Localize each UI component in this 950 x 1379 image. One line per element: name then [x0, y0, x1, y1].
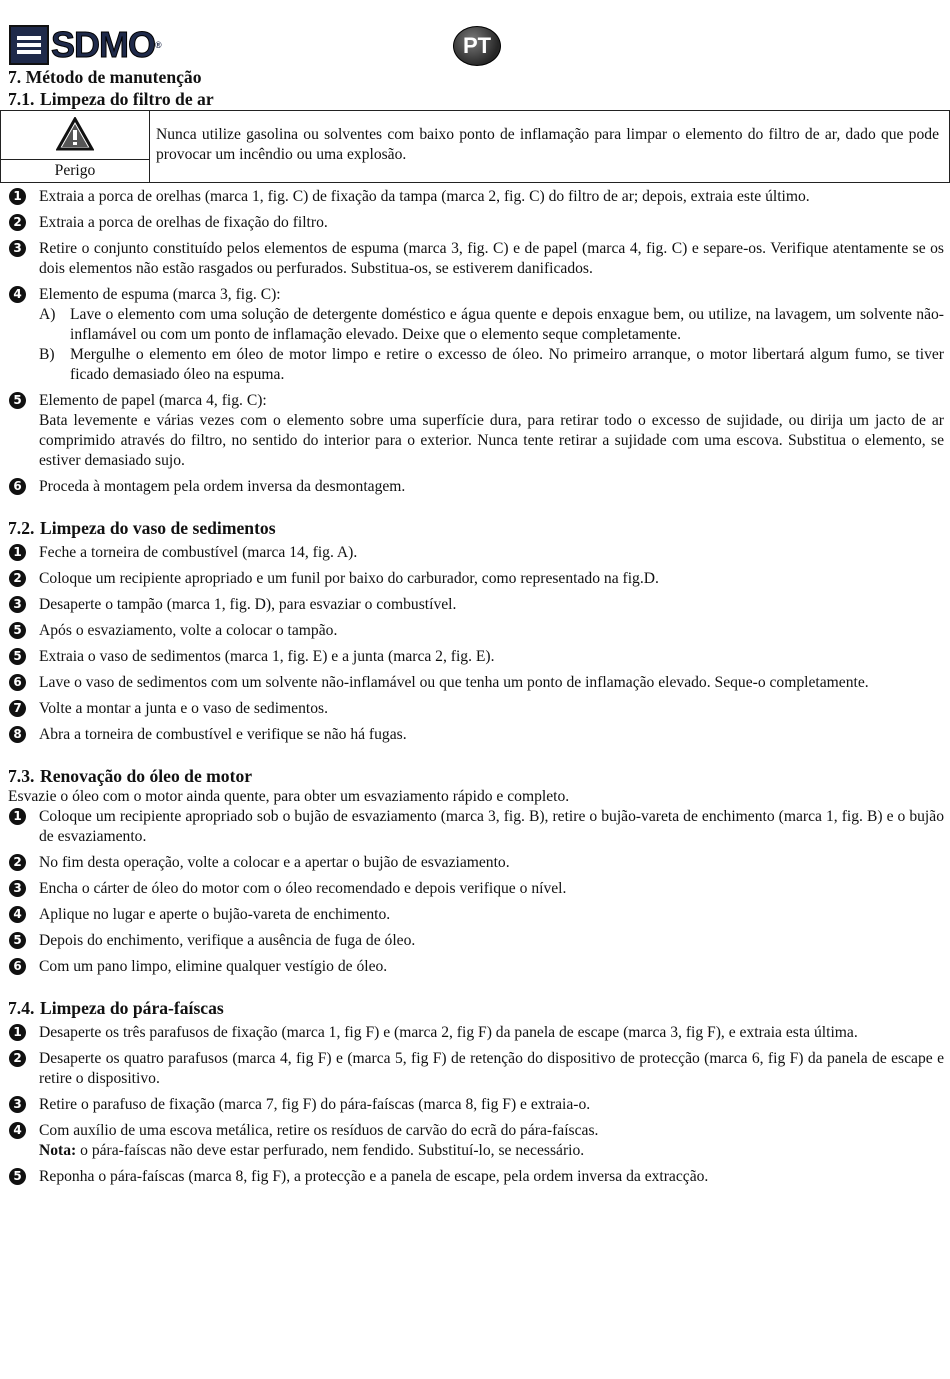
sub-item [8, 345, 944, 385]
section-title: Limpeza do filtro de ar [40, 89, 214, 109]
list-item [8, 673, 944, 693]
section-number: 7.1. [8, 89, 35, 109]
sdmo-logo [9, 24, 161, 66]
step-number-icon: 8 [9, 726, 26, 743]
danger-warning-box [0, 110, 950, 183]
section-number: 7.2. [8, 518, 35, 538]
list-item [8, 1167, 944, 1187]
step-text: Volte a montar a junta e o vaso de sedimentos. [39, 700, 328, 717]
step-number-icon: 1 [9, 808, 26, 825]
section-intro: Esvazie o óleo com o motor ainda quente, para obter um esvaziamento rápido e completo. [8, 788, 570, 805]
step-text: Desaperte o tampão (marca 1, fig. D), para esvaziar o combustível. [39, 596, 457, 613]
page-header [0, 0, 950, 68]
step-number-icon: 7 [9, 700, 26, 717]
list-item [8, 187, 944, 207]
step-number-icon: 6 [9, 478, 26, 495]
section-title: Limpeza do vaso de sedimentos [40, 518, 276, 538]
section-number: 7.3. [8, 766, 35, 786]
warning-triangle-icon [56, 117, 94, 151]
step-number-icon: 1 [9, 544, 26, 561]
step-text: Abra a torneira de combustível e verifique se não há fugas. [39, 726, 407, 743]
document-body [8, 66, 944, 1187]
step-text: Desaperte os três parafusos de fixação (marca 1, fig F) e (marca 2, fig F) da panela de escape (marca 3, fig F), e extraia esta última. [39, 1024, 858, 1041]
step-text: Reponha o pára-faíscas (marca 8, fig F), a protecção e a panela de escape, pela ordem inversa da extracção. [39, 1168, 709, 1185]
step-number-icon: 5 [9, 648, 26, 665]
section-7-2-heading [8, 517, 944, 539]
step-text: Aplique no lugar e aperte o bujão-vareta de enchimento. [39, 906, 391, 923]
step-text: Retire o parafuso de fixação (marca 7, fig F) do pára-faíscas (marca 8, fig F) e extraia-o. [39, 1096, 591, 1113]
list-item [8, 1095, 944, 1115]
section-7-3-heading [8, 765, 944, 787]
registered-mark: ® [155, 40, 161, 50]
step-number-icon: 3 [9, 240, 26, 257]
step-text: Com auxílio de uma escova metálica, retire os resíduos de carvão do ecrã do pára-faíscas. [39, 1122, 599, 1139]
step-number-icon: 4 [9, 906, 26, 923]
list-item [8, 1121, 944, 1161]
step-number-icon: 3 [9, 1096, 26, 1113]
list-item [8, 543, 944, 563]
step-number-icon: 2 [9, 214, 26, 231]
step-number-icon: 4 [9, 286, 26, 303]
step-number-icon: 5 [9, 392, 26, 409]
step-text: Extraia o vaso de sedimentos (marca 1, fig. E) e a junta (marca 2, fig. E). [39, 648, 495, 665]
brand-name: SDMO [51, 24, 155, 65]
step-text: Com um pano limpo, elimine qualquer vestígio de óleo. [39, 958, 388, 975]
step-number-icon: 3 [9, 880, 26, 897]
section-title: Limpeza do pára-faíscas [40, 998, 224, 1018]
step-text: Coloque um recipiente apropriado e um funil por baixo do carburador, como representado na fig.D. [39, 570, 659, 587]
step-number-icon: 4 [9, 1122, 26, 1139]
section-7-heading [8, 66, 944, 88]
list-item [8, 1049, 944, 1089]
section-number: 7.4. [8, 998, 35, 1018]
list-item [8, 699, 944, 719]
step-number-icon: 5 [9, 1168, 26, 1185]
step-text: Extraia a porca de orelhas (marca 1, fig. C) de fixação da tampa (marca 2, fig. C) do filtro de ar; depois, extraia este último. [39, 188, 810, 205]
step-number-icon: 6 [9, 958, 26, 975]
note-text: o pára-faíscas não deve estar perfurado, nem fendido. Substituí-lo, se necessário. [76, 1142, 585, 1159]
list-item [8, 239, 944, 279]
step-text: Encha o cárter de óleo do motor com o óleo recomendado e depois verifique o nível. [39, 880, 567, 897]
section-7-4-heading [8, 997, 944, 1019]
list-item [8, 213, 944, 233]
step-text: Elemento de papel (marca 4, fig. C): [39, 392, 267, 409]
step-text: Após o esvaziamento, volte a colocar o tampão. [39, 622, 338, 639]
step-number-icon: 2 [9, 570, 26, 587]
list-item [8, 477, 944, 497]
list-item [8, 595, 944, 615]
list-item [8, 853, 944, 873]
step-text: Desaperte os quatro parafusos (marca 4, fig F) e (marca 5, fig F) de retenção do dispositivo de protecção (marca 6, fig F) da panela de escape e retire o dispositivo. [39, 1050, 944, 1087]
list-item [8, 957, 944, 977]
section-title: Método de manutenção [25, 67, 202, 87]
note-label: Nota: [39, 1142, 77, 1159]
warning-label: Perigo [1, 159, 149, 182]
step-text: Coloque um recipiente apropriado sob o bujão de esvaziamento (marca 3, fig. B), retire o bujão-vareta de enchimento (marca 1, fig. B) e o bujão de esvaziamento. [39, 808, 944, 845]
list-item [8, 931, 944, 951]
step-text: Lave o vaso de sedimentos com um solvente não-inflamável ou que tenha um ponto de inflamação elevado. Seque-o completamente. [39, 674, 869, 691]
step-text: Depois do enchimento, verifique a ausência de fuga de óleo. [39, 932, 416, 949]
list-item [8, 905, 944, 925]
list-item [8, 879, 944, 899]
step-number-icon: 5 [9, 622, 26, 639]
list-item [8, 391, 944, 471]
step-text: No fim desta operação, volte a colocar e a apertar o bujão de esvaziamento. [39, 854, 510, 871]
section-number: 7. [8, 67, 22, 87]
step-text: Bata levemente e várias vezes com o elemento sobre uma superfície dura, para retirar todo o excesso de sujidade, ou dirija um jacto de ar comprimido através do filtro, no sentido do interior para o exterior. Nunca tente retirar a sujidade com uma escova. Substitua o elemento, se estiver demasiado sujo. [39, 412, 944, 469]
step-text: Proceda à montagem pela ordem inversa da desmontagem. [39, 478, 406, 495]
list-item [8, 725, 944, 745]
language-badge: PT [453, 26, 501, 66]
sub-item-label: B) [39, 346, 55, 363]
step-text: Retire o conjunto constituído pelos elementos de espuma (marca 3, fig. C) e de papel (marca 4, fig. C) e separe-os. Verifique atentamente se os dois elementos não estão rasgados ou perfurados. Substitua-os, se estiverem danificados. [39, 240, 944, 277]
warning-text: Nunca utilize gasolina ou solventes com baixo ponto de inflamação para limpar o elemento do filtro de ar, dado que pode provocar um incêndio ou uma explosão. [156, 126, 939, 163]
sdmo-logo-icon [9, 25, 49, 65]
step-number-icon: 6 [9, 674, 26, 691]
step-number-icon: 3 [9, 596, 26, 613]
sub-item-text: Lave o elemento com uma solução de detergente doméstico e água quente e depois enxague bem, ou utilize, na lavagem, um solvente não-inflamável ou com um ponto de inflamação elevado. Deixe que o elemento seque completamente. [70, 306, 944, 343]
list-item [8, 647, 944, 667]
step-number-icon: 2 [9, 1050, 26, 1067]
step-number-icon: 1 [9, 1024, 26, 1041]
step-number-icon: 5 [9, 932, 26, 949]
list-item [8, 285, 944, 305]
step-number-icon: 1 [9, 188, 26, 205]
list-item [8, 569, 944, 589]
list-item [8, 1023, 944, 1043]
sub-item-label: A) [39, 306, 56, 323]
section-7-1-heading [8, 88, 944, 110]
sub-item [8, 305, 944, 345]
step-text: Elemento de espuma (marca 3, fig. C): [39, 286, 281, 303]
sub-item-text: Mergulhe o elemento em óleo de motor limpo e retire o excesso de óleo. No primeiro arranque, o motor libertará algum fumo, se tiver ficado demasiado óleo na espuma. [70, 346, 944, 383]
step-text: Feche a torneira de combustível (marca 14, fig. A). [39, 544, 358, 561]
section-title: Renovação do óleo de motor [40, 766, 253, 786]
list-item [8, 621, 944, 641]
step-text: Extraia a porca de orelhas de fixação do filtro. [39, 214, 328, 231]
list-item [8, 807, 944, 847]
step-number-icon: 2 [9, 854, 26, 871]
